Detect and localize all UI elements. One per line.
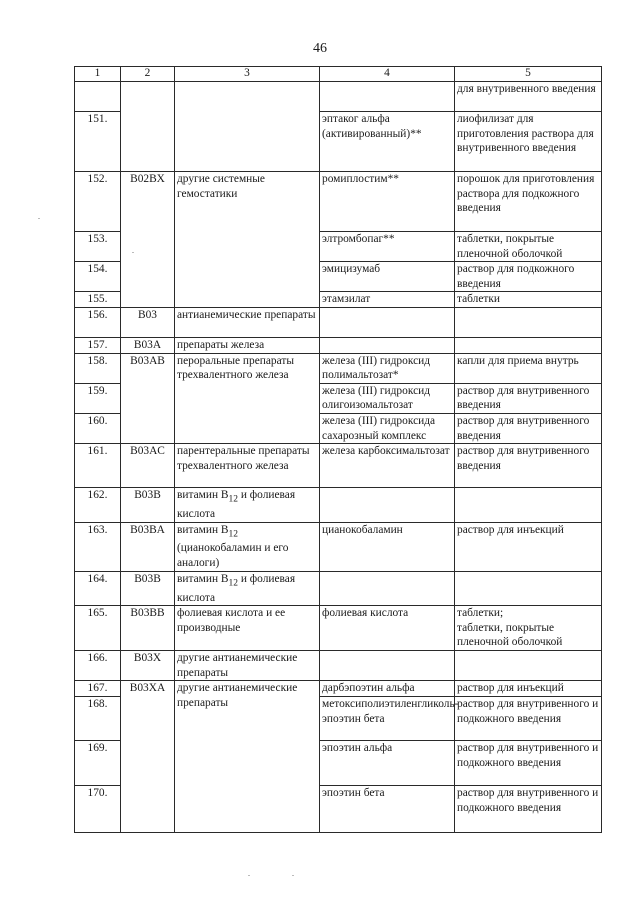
drug-name: эмицизумаб bbox=[320, 262, 455, 292]
drug-name bbox=[320, 651, 455, 681]
scan-speck bbox=[292, 875, 294, 876]
group-name bbox=[175, 740, 320, 785]
row-number: 169. bbox=[75, 740, 121, 785]
group-name: пероральные препараты трехвалентного железа bbox=[175, 353, 320, 383]
group-name bbox=[175, 488, 320, 522]
row-number: 154. bbox=[75, 262, 121, 292]
dosage-form: капли для приема внутрь bbox=[455, 353, 602, 383]
row-number: 156. bbox=[75, 307, 121, 337]
column-header: 1 bbox=[75, 67, 121, 82]
row-number: 167. bbox=[75, 681, 121, 697]
group-name-text: витамин B bbox=[177, 572, 229, 585]
table-row bbox=[75, 740, 602, 785]
atc-code bbox=[121, 785, 175, 832]
row-number: 164. bbox=[75, 571, 121, 605]
scan-speck bbox=[248, 875, 250, 876]
drug-name: ромиплостим** bbox=[320, 172, 455, 232]
dosage-form: для внутривенного введения bbox=[455, 82, 602, 112]
dosage-form bbox=[455, 307, 602, 337]
atc-code: B02BX bbox=[121, 172, 175, 232]
atc-code bbox=[121, 82, 175, 112]
group-name-text: другие антианемические препараты bbox=[177, 682, 298, 709]
dosage-form bbox=[455, 606, 602, 651]
atc-code bbox=[121, 232, 175, 262]
table-row bbox=[75, 307, 602, 337]
dosage-form bbox=[455, 651, 602, 681]
atc-code bbox=[121, 413, 175, 443]
row-number: 158. bbox=[75, 353, 121, 383]
drug-name: железа (III) гидроксид олигоизомальтозат bbox=[320, 383, 455, 413]
group-name bbox=[175, 681, 320, 709]
dosage-form: раствор для внутривенного и подкожного введения bbox=[455, 740, 602, 785]
atc-code bbox=[121, 383, 175, 413]
table-row bbox=[75, 413, 602, 443]
atc-code: B03B bbox=[121, 488, 175, 522]
group-name bbox=[175, 571, 320, 605]
table-row bbox=[75, 651, 602, 681]
atc-code bbox=[121, 740, 175, 785]
atc-code bbox=[121, 262, 175, 292]
drug-name: железа карбоксимальтозат bbox=[320, 444, 455, 488]
atc-code: B03B bbox=[121, 571, 175, 605]
drug-list-table bbox=[74, 66, 602, 833]
table-header-row bbox=[75, 67, 602, 82]
dosage-form-line: таблетки; bbox=[457, 607, 504, 620]
table-row bbox=[75, 292, 602, 308]
page-number: 46 bbox=[313, 41, 327, 56]
dosage-form bbox=[455, 337, 602, 353]
row-number: 157. bbox=[75, 337, 121, 353]
drug-name: этамзилат bbox=[320, 292, 455, 308]
drug-name bbox=[320, 571, 455, 605]
table-row bbox=[75, 232, 602, 262]
drug-name: метоксиполиэтиленгликоль-эпоэтин бета bbox=[320, 696, 455, 740]
row-number: 153. bbox=[75, 232, 121, 262]
atc-code: B03BA bbox=[121, 522, 175, 571]
dosage-form: раствор для внутривенного введения bbox=[455, 413, 602, 443]
group-name bbox=[175, 292, 320, 308]
drug-name: цианокобаламин bbox=[320, 522, 455, 571]
drug-name: эпоэтин альфа bbox=[320, 740, 455, 785]
group-name: парентеральные препараты трехвалентного железа bbox=[175, 444, 320, 488]
column-header: 4 bbox=[320, 67, 455, 82]
row-number bbox=[75, 82, 121, 112]
dosage-form: раствор для внутривенного и подкожного введения bbox=[455, 696, 602, 740]
dosage-form: таблетки bbox=[455, 292, 602, 308]
dosage-form-line: таблетки, покрытые пленочной оболочкой bbox=[457, 621, 563, 649]
drug-name: железа (III) гидроксида сахарозный комплекс bbox=[320, 413, 455, 443]
group-name-text: и фолиевая кислота bbox=[177, 572, 296, 604]
table-row bbox=[75, 785, 602, 832]
dosage-form bbox=[455, 488, 602, 522]
column-header: 5 bbox=[455, 67, 602, 82]
row-number: 163. bbox=[75, 522, 121, 571]
table-row bbox=[75, 262, 602, 292]
group-name bbox=[175, 232, 320, 262]
group-name bbox=[175, 785, 320, 832]
row-number: 166. bbox=[75, 651, 121, 681]
dosage-form: лиофилизат для приготовления раствора для внутривенного введения bbox=[455, 112, 602, 172]
subscript: 12 bbox=[228, 528, 238, 539]
atc-code: B03AC bbox=[121, 444, 175, 488]
atc-code bbox=[121, 112, 175, 172]
group-name-text: витамин B bbox=[177, 489, 229, 502]
row-number: 165. bbox=[75, 606, 121, 651]
group-name-text: (цианокобаламин и его аналоги) bbox=[177, 542, 289, 570]
drug-name bbox=[320, 337, 455, 353]
row-number: 161. bbox=[75, 444, 121, 488]
table-row bbox=[75, 488, 602, 522]
drug-name: эпоэтин бета bbox=[320, 785, 455, 832]
atc-code bbox=[121, 696, 175, 740]
group-name: препараты железа bbox=[175, 337, 320, 353]
group-name-text: витамин B bbox=[177, 523, 229, 536]
column-header: 2 bbox=[121, 67, 175, 82]
atc-code: B03A bbox=[121, 337, 175, 353]
group-name bbox=[175, 383, 320, 413]
table-row bbox=[75, 522, 602, 571]
drug-name: фолиевая кислота bbox=[320, 606, 455, 651]
dosage-form: раствор для подкожного введения bbox=[455, 262, 602, 292]
group-name bbox=[175, 413, 320, 443]
row-number: 168. bbox=[75, 696, 121, 740]
table-row bbox=[75, 383, 602, 413]
table-row bbox=[75, 696, 602, 740]
atc-code: B03 bbox=[121, 307, 175, 337]
dosage-form bbox=[455, 571, 602, 605]
dosage-form: порошок для приготовления раствора для подкожного введения bbox=[455, 172, 602, 232]
group-name: антианемические препараты bbox=[175, 307, 320, 337]
table-row bbox=[75, 337, 602, 353]
scan-speck bbox=[38, 218, 40, 219]
column-header: 3 bbox=[175, 67, 320, 82]
drug-name bbox=[320, 307, 455, 337]
group-name: другие системные гемостатики bbox=[175, 172, 320, 232]
group-name bbox=[175, 262, 320, 292]
scan-speck bbox=[132, 252, 134, 253]
drug-name: дарбэпоэтин альфа bbox=[320, 681, 455, 697]
row-number: 152. bbox=[75, 172, 121, 232]
table-row bbox=[75, 606, 602, 651]
drug-name: эптаког альфа (активированный)** bbox=[320, 112, 455, 172]
dosage-form: раствор для инъекций bbox=[455, 522, 602, 571]
dosage-form: раствор для внутривенного и подкожного введения bbox=[455, 785, 602, 832]
row-number: 155. bbox=[75, 292, 121, 308]
table-row bbox=[75, 112, 602, 172]
row-number: 162. bbox=[75, 488, 121, 522]
table-row bbox=[75, 172, 602, 232]
table-row bbox=[75, 82, 602, 112]
table-row bbox=[75, 571, 602, 605]
group-name bbox=[175, 522, 320, 571]
subscript: 12 bbox=[228, 577, 238, 588]
atc-code: B03BB bbox=[121, 606, 175, 651]
table-row bbox=[75, 444, 602, 488]
atc-code: B03XA bbox=[121, 681, 175, 697]
group-name: другие антианемические препараты bbox=[175, 651, 320, 681]
table-row bbox=[75, 681, 602, 697]
dosage-form: таблетки, покрытые пленочной оболочкой bbox=[455, 232, 602, 262]
atc-code: B03X bbox=[121, 651, 175, 681]
dosage-form: раствор для инъекций bbox=[455, 681, 602, 697]
dosage-form: раствор для внутривенного введения bbox=[455, 383, 602, 413]
row-number: 159. bbox=[75, 383, 121, 413]
drug-name: элтромбопаг** bbox=[320, 232, 455, 262]
row-number: 151. bbox=[75, 112, 121, 172]
row-number: 160. bbox=[75, 413, 121, 443]
row-number: 170. bbox=[75, 785, 121, 832]
group-name bbox=[175, 112, 320, 172]
atc-code: B03AB bbox=[121, 353, 175, 383]
drug-name bbox=[320, 82, 455, 112]
drug-name: железа (III) гидроксид полимальтозат* bbox=[320, 353, 455, 383]
group-name: фолиевая кислота и ее производные bbox=[175, 606, 320, 651]
dosage-form: раствор для внутривенного введения bbox=[455, 444, 602, 488]
group-name bbox=[175, 82, 320, 112]
group-name-text: и фолиевая кислота bbox=[177, 489, 296, 520]
atc-code bbox=[121, 292, 175, 308]
drug-name bbox=[320, 488, 455, 522]
subscript: 12 bbox=[228, 494, 238, 505]
table-row bbox=[75, 353, 602, 383]
